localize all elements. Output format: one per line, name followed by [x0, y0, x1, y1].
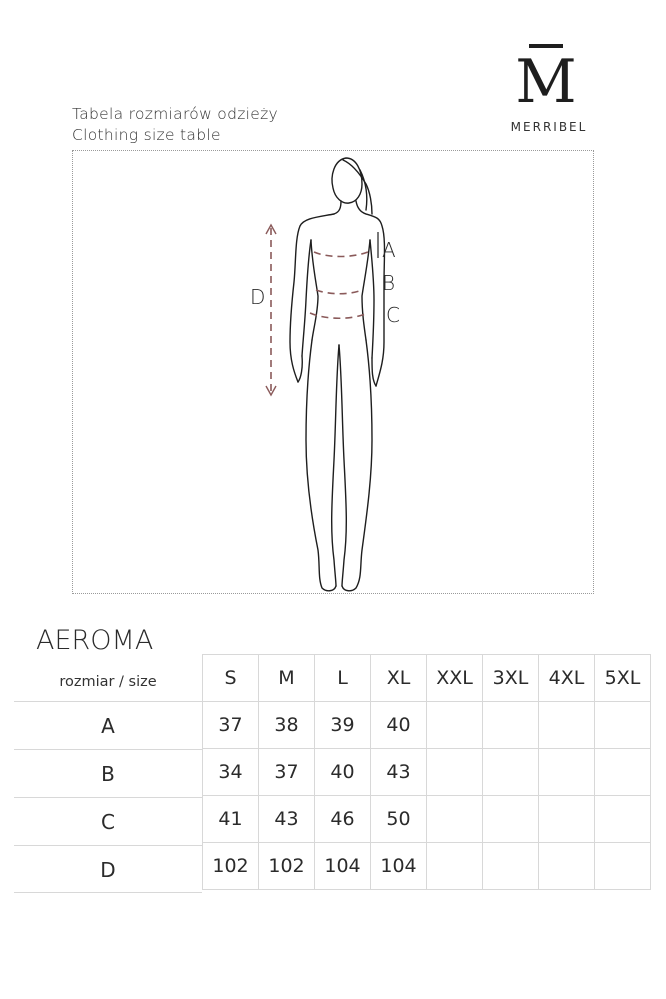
label-a: A: [382, 238, 396, 262]
measure-arrows: [266, 225, 276, 395]
table-cell: [595, 796, 651, 843]
table-cell: [595, 749, 651, 796]
header-cell: M: [259, 655, 315, 702]
table-cell: [427, 749, 483, 796]
row-labels: [14, 701, 202, 893]
table-cell: 46: [315, 796, 371, 843]
header-cell: 4XL: [539, 655, 595, 702]
label-b: B: [382, 271, 396, 295]
measure-line-c: [310, 313, 368, 318]
row-label-a: A: [14, 701, 202, 749]
row-label-b: B: [14, 749, 202, 797]
measure-line-b: [316, 290, 362, 294]
logo-letter: M: [515, 47, 577, 117]
title-english: Clothing size table: [72, 126, 221, 144]
label-d: D: [250, 285, 266, 309]
table-cell: 102: [259, 843, 315, 890]
table-cell: [539, 796, 595, 843]
table-cell: [427, 843, 483, 890]
table-row: [203, 796, 651, 843]
table-cell: 37: [203, 702, 259, 749]
table-cell: [483, 796, 539, 843]
table-row: [203, 843, 651, 890]
table-cell: [427, 702, 483, 749]
body-outline: [290, 158, 385, 591]
header-cell: 3XL: [483, 655, 539, 702]
header-cell: S: [203, 655, 259, 702]
table-cell: [539, 843, 595, 890]
measurement-lines: [271, 228, 368, 392]
header-cell: 5XL: [595, 655, 651, 702]
table-cell: [539, 702, 595, 749]
table-cell: 43: [371, 749, 427, 796]
table-row: [203, 749, 651, 796]
table-row: [203, 702, 651, 749]
table-cell: [595, 843, 651, 890]
table-cell: 50: [371, 796, 427, 843]
header-cell: XXL: [427, 655, 483, 702]
table-cell: 39: [315, 702, 371, 749]
table-cell: 40: [371, 702, 427, 749]
table-cell: 102: [203, 843, 259, 890]
table-cell: [539, 749, 595, 796]
title-polish: Tabela rozmiarów odzieży: [72, 105, 278, 123]
table-cell: 37: [259, 749, 315, 796]
size-column-label: rozmiar / size: [59, 674, 157, 690]
header-cell: L: [315, 655, 371, 702]
table-cell: 41: [203, 796, 259, 843]
table-header-row: [203, 655, 651, 702]
table-cell: 38: [259, 702, 315, 749]
table-cell: 104: [315, 843, 371, 890]
table-cell: 34: [203, 749, 259, 796]
brand-name: MERRIBEL: [510, 120, 588, 134]
header-cell: XL: [371, 655, 427, 702]
row-label-c: C: [14, 797, 202, 845]
table-cell: [427, 796, 483, 843]
table-cell: [483, 749, 539, 796]
measure-line-a: [314, 252, 368, 257]
table-cell: [595, 702, 651, 749]
table-cell: 40: [315, 749, 371, 796]
table-cell: 43: [259, 796, 315, 843]
size-table: [202, 654, 651, 890]
table-cell: 104: [371, 843, 427, 890]
table-cell: [483, 702, 539, 749]
product-name: AEROMA: [36, 625, 154, 656]
row-label-d: D: [14, 845, 202, 893]
label-c: C: [386, 303, 400, 327]
table-cell: [483, 843, 539, 890]
